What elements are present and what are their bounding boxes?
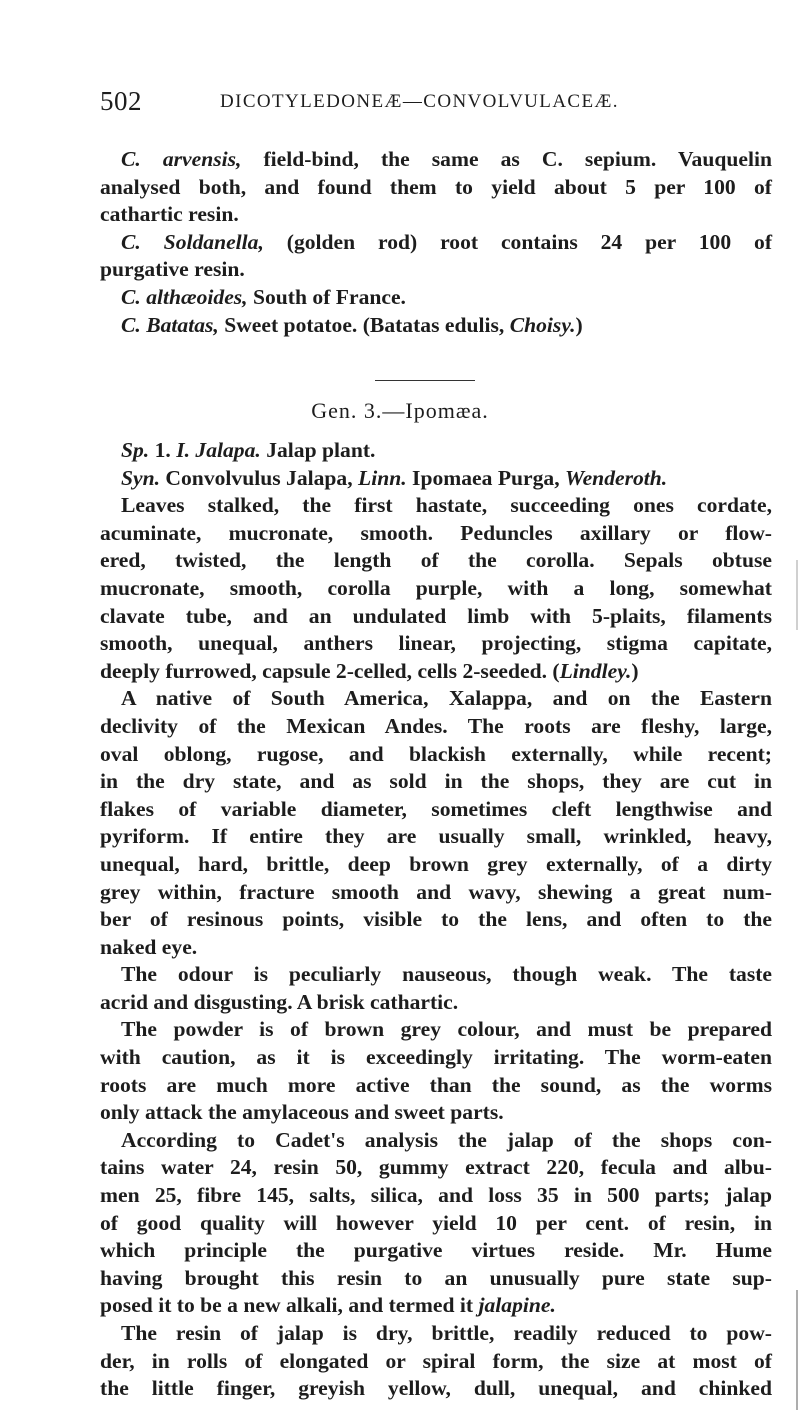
- native-line: declivity of the Mexican Andes. The roots are fleshy, large,: [100, 713, 772, 738]
- page-header: [100, 86, 760, 120]
- text-span: ): [631, 658, 639, 683]
- native-line: A native of South America, Xalappa, and on the Eastern: [121, 686, 772, 711]
- cadet-line: having brought this resin to an unusually pure state sup-: [100, 1265, 772, 1290]
- arvensis-line-1: [100, 146, 772, 174]
- althaeoides-line: [100, 284, 772, 312]
- powder-line: only attack the amylaceous and sweet parts.: [100, 1100, 504, 1125]
- text-span: Ipomaea Purga,: [406, 465, 565, 490]
- text-span: posed it to be a new alkali, and termed it: [100, 1293, 479, 1318]
- cadet-line: men 25, fibre 145, salts, silica, and loss 35 in 500 parts; jalap: [100, 1183, 772, 1208]
- ipomaea-jalapa-block: [100, 437, 772, 1403]
- text-span: Convolvulus Jalapa,: [160, 465, 359, 490]
- resin-line: The resin of jalap is dry, brittle, readily reduced to pow-: [121, 1321, 772, 1345]
- powder-line: with caution, as it is exceedingly irritating. The worm-eaten: [100, 1045, 772, 1070]
- running-title: DICOTYLEDONEÆ—CONVOLVULACEÆ.: [220, 91, 619, 112]
- page-edge-mark: [796, 1290, 798, 1410]
- native-line: in the dry state, and as sold in the shops, they are cut in: [100, 769, 772, 794]
- description-line: ered, twisted, the length of the corolla. Sepals obtuse: [100, 548, 772, 573]
- description-line: acuminate, mucronate, smooth. Peduncles axillary or flow-: [100, 520, 772, 545]
- cadet-line: of good quality will however yield 10 per cent. of resin, in: [100, 1210, 772, 1235]
- batatas-line: [100, 312, 772, 340]
- description-line: mucronate, smooth, corolla purple, with a long, somewhat: [100, 575, 772, 600]
- page-number: 502: [100, 86, 142, 116]
- arvensis-line-3: cathartic resin.: [100, 202, 239, 227]
- native-line: naked eye.: [100, 934, 198, 959]
- text-span: deeply furrowed, capsule 2-celled, cells 2-seeded. (: [100, 658, 560, 683]
- description-line: smooth, unequal, anthers linear, projecting, stigma capitate,: [100, 631, 772, 656]
- convolvulus-species-block: [100, 146, 772, 339]
- page-edge-mark: [796, 560, 798, 630]
- author-name: Wenderoth.: [565, 465, 668, 490]
- sp-number: 1.: [149, 438, 177, 462]
- text-span: Sweet potatoe. (Batatas edulis,: [218, 312, 510, 337]
- description-line: clavate tube, and an undulated limb with 5-plaits, filaments: [100, 603, 772, 628]
- species-title-line: [100, 437, 772, 465]
- native-line: oval oblong, rugose, and blackish externally, while recent;: [100, 741, 772, 766]
- description-line: Leaves stalked, the first hastate, succeeding ones cordate,: [121, 493, 772, 518]
- native-line: flakes of variable diameter, sometimes cleft lengthwise and: [100, 796, 772, 821]
- text-span: (golden rod) root contains 24 per 100 of: [263, 229, 773, 254]
- native-line: ber of resinous points, visible to the lens, and often to the: [100, 907, 772, 932]
- cadet-line: tains water 24, resin 50, gummy extract 220, fecula and albu-: [100, 1155, 772, 1180]
- genus-heading: Gen. 3.—Ipomæa.: [311, 398, 489, 423]
- native-line: grey within, fracture smooth and wavy, shewing a great num-: [100, 879, 772, 904]
- powder-line: roots are much more active than the sound, as the worms: [100, 1072, 772, 1097]
- species-name: I. Jalapa.: [176, 438, 261, 462]
- resin-line: der, in rolls of elongated or spiral form, the size at most of: [100, 1348, 772, 1373]
- author-name: Linn.: [358, 465, 407, 490]
- sp-label: Sp.: [121, 438, 150, 462]
- native-line: unequal, hard, brittle, deep brown grey externally, of a dirty: [100, 851, 772, 876]
- synonym-line: [100, 465, 772, 493]
- species-name: C. arvensis,: [121, 147, 242, 171]
- cadet-line: According to Cadet's analysis the jalap of the shops con-: [121, 1127, 772, 1152]
- resin-line: the little finger, greyish yellow, dull, unequal, and chinked: [100, 1376, 772, 1401]
- cadet-line: which principle the purgative virtues reside. Mr. Hume: [100, 1238, 772, 1263]
- author-name: Lindley.: [559, 658, 632, 683]
- native-line: pyriform. If entire they are usually small, wrinkled, heavy,: [100, 824, 772, 849]
- species-name: C. Batatas,: [121, 312, 219, 337]
- section-divider: [375, 380, 475, 381]
- soldanella-line-2: purgative resin.: [100, 257, 245, 282]
- text-span: field-bind, the same as C. sepium. Vauquelin: [241, 147, 772, 171]
- species-name: C. althæoides,: [121, 284, 248, 309]
- author-name: Choisy.: [509, 312, 576, 337]
- odour-line: The odour is peculiarly nauseous, though weak. The taste: [121, 962, 772, 987]
- powder-line: The powder is of brown grey colour, and must be prepared: [121, 1017, 772, 1042]
- text-span: ): [575, 312, 583, 337]
- text-span: South of France.: [247, 284, 406, 309]
- arvensis-line-2: analysed both, and found them to yield about 5 per 100 of: [100, 174, 772, 199]
- common-name: Jalap plant.: [260, 438, 376, 462]
- description-last-line: [100, 658, 772, 686]
- syn-label: Syn.: [121, 465, 161, 490]
- cadet-last-line: [100, 1292, 772, 1320]
- term-jalapine: jalapine.: [478, 1293, 556, 1318]
- odour-line: acrid and disgusting. A brisk cathartic.: [100, 989, 459, 1014]
- species-name: C. Soldanella,: [121, 229, 264, 254]
- soldanella-line-1: [100, 229, 772, 257]
